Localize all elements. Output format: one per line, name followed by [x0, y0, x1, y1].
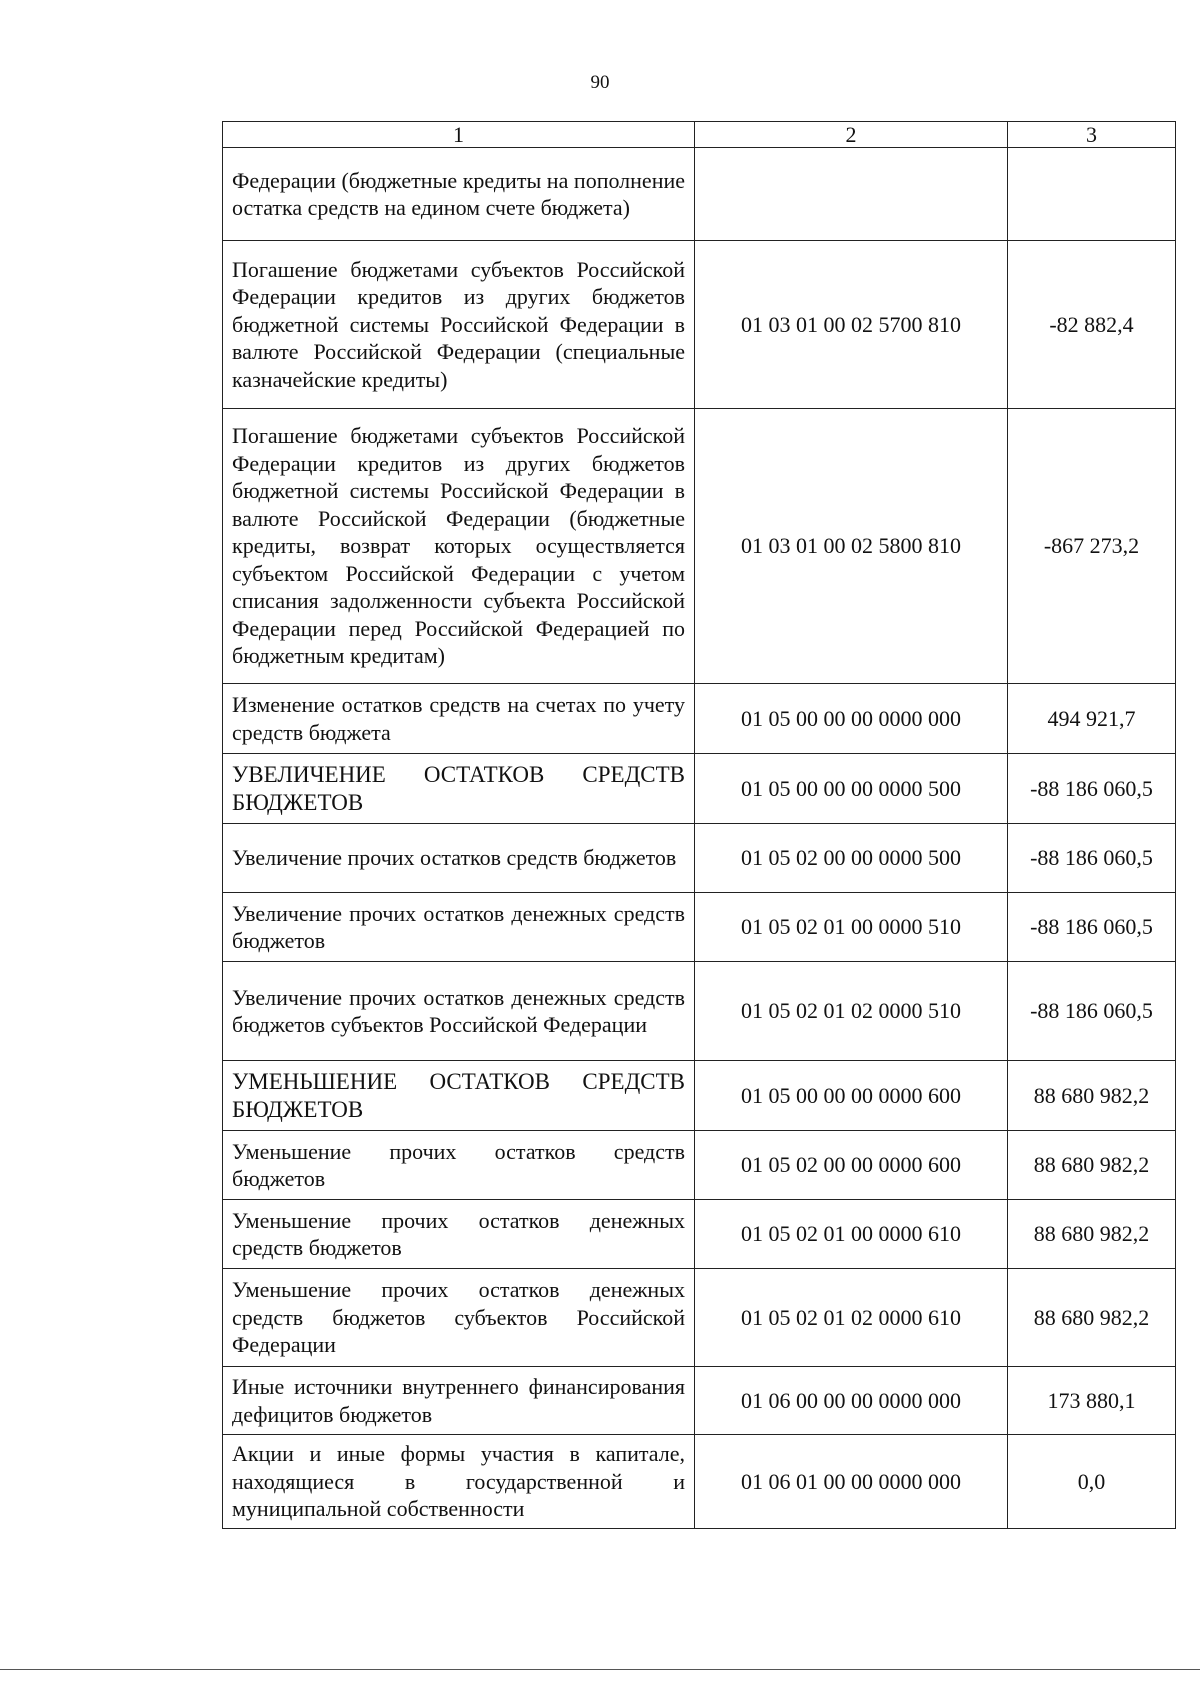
table-row — [223, 893, 1176, 962]
row-description: Уменьшение прочих остатков денежных средств бюджетов субъектов Российской Федерации — [223, 1269, 695, 1367]
row-value: 0,0 — [1008, 1435, 1176, 1529]
row-code: 01 05 02 00 00 0000 500 — [695, 824, 1008, 893]
row-code: 01 05 02 00 00 0000 600 — [695, 1131, 1008, 1200]
row-value: -82 882,4 — [1008, 241, 1176, 409]
row-code — [695, 148, 1008, 241]
row-value — [1008, 148, 1176, 241]
row-description: Изменение остатков средств на счетах по учету средств бюджета — [223, 684, 695, 754]
row-value: 88 680 982,2 — [1008, 1131, 1176, 1200]
row-description: Увеличение прочих остатков денежных средств бюджетов субъектов Российской Федерации — [223, 962, 695, 1061]
row-description: Уменьшение прочих остатков средств бюджетов — [223, 1131, 695, 1200]
row-value: 88 680 982,2 — [1008, 1200, 1176, 1269]
row-description: Погашение бюджетами субъектов Российской Федерации кредитов из других бюджетов бюджетной системы Российской Федерации в валюте Российской Федерации (специальные казначейские кредиты) — [223, 241, 695, 409]
row-code: 01 05 00 00 00 0000 500 — [695, 754, 1008, 824]
table-row — [223, 1131, 1176, 1200]
row-value: -867 273,2 — [1008, 409, 1176, 684]
row-description: УМЕНЬШЕНИЕ ОСТАТКОВ СРЕДСТВ БЮДЖЕТОВ — [223, 1061, 695, 1131]
table-row — [223, 1435, 1176, 1529]
row-code: 01 05 00 00 00 0000 600 — [695, 1061, 1008, 1131]
row-code: 01 06 00 00 00 0000 000 — [695, 1367, 1008, 1435]
table-row — [223, 409, 1176, 684]
row-code: 01 05 00 00 00 0000 000 — [695, 684, 1008, 754]
table-row — [223, 1200, 1176, 1269]
row-code: 01 06 01 00 00 0000 000 — [695, 1435, 1008, 1529]
row-code: 01 03 01 00 02 5800 810 — [695, 409, 1008, 684]
row-code: 01 05 02 01 00 0000 610 — [695, 1200, 1008, 1269]
table-row — [223, 1269, 1176, 1367]
row-description: Уменьшение прочих остатков денежных средств бюджетов — [223, 1200, 695, 1269]
column-number-1: 1 — [223, 122, 695, 148]
table-row — [223, 241, 1176, 409]
row-description: Федерации (бюджетные кредиты на пополнение остатка средств на едином счете бюджета) — [223, 148, 695, 241]
row-description: УВЕЛИЧЕНИЕ ОСТАТКОВ СРЕДСТВ БЮДЖЕТОВ — [223, 754, 695, 824]
row-description: Увеличение прочих остатков денежных средств бюджетов — [223, 893, 695, 962]
row-description: Акции и иные формы участия в капитале, находящиеся в государственной и муниципальной собственности — [223, 1435, 695, 1529]
row-value: -88 186 060,5 — [1008, 824, 1176, 893]
row-code: 01 05 02 01 00 0000 510 — [695, 893, 1008, 962]
row-value: -88 186 060,5 — [1008, 962, 1176, 1061]
table-row — [223, 1367, 1176, 1435]
table-row — [223, 148, 1176, 241]
table-row — [223, 824, 1176, 893]
column-number-2: 2 — [695, 122, 1008, 148]
row-value: 88 680 982,2 — [1008, 1269, 1176, 1367]
table-row — [223, 684, 1176, 754]
page-number: 90 — [590, 72, 610, 93]
row-description: Погашение бюджетами субъектов Российской Федерации кредитов из других бюджетов бюджетной системы Российской Федерации в валюте Российской Федерации (бюджетные кредиты, возврат которых осуществляется субъектом Российской Федерации с учетом списания задолженности субъекта Российской Федерации перед Российской Федерацией по бюджетным кредитам) — [223, 409, 695, 684]
row-value: 88 680 982,2 — [1008, 1061, 1176, 1131]
row-value: 173 880,1 — [1008, 1367, 1176, 1435]
row-code: 01 05 02 01 02 0000 610 — [695, 1269, 1008, 1367]
table-row — [223, 962, 1176, 1061]
row-description: Иные источники внутреннего финансирования дефицитов бюджетов — [223, 1367, 695, 1435]
page-bottom-rule — [0, 1669, 1200, 1670]
row-description: Увеличение прочих остатков средств бюджетов — [223, 824, 695, 893]
row-code: 01 05 02 01 02 0000 510 — [695, 962, 1008, 1061]
row-value: -88 186 060,5 — [1008, 893, 1176, 962]
budget-sources-table — [222, 121, 1176, 1529]
column-number-3: 3 — [1008, 122, 1176, 148]
row-value: -88 186 060,5 — [1008, 754, 1176, 824]
row-value: 494 921,7 — [1008, 684, 1176, 754]
table-header-row — [223, 122, 1176, 148]
row-code: 01 03 01 00 02 5700 810 — [695, 241, 1008, 409]
table-row — [223, 1061, 1176, 1131]
table-row — [223, 754, 1176, 824]
